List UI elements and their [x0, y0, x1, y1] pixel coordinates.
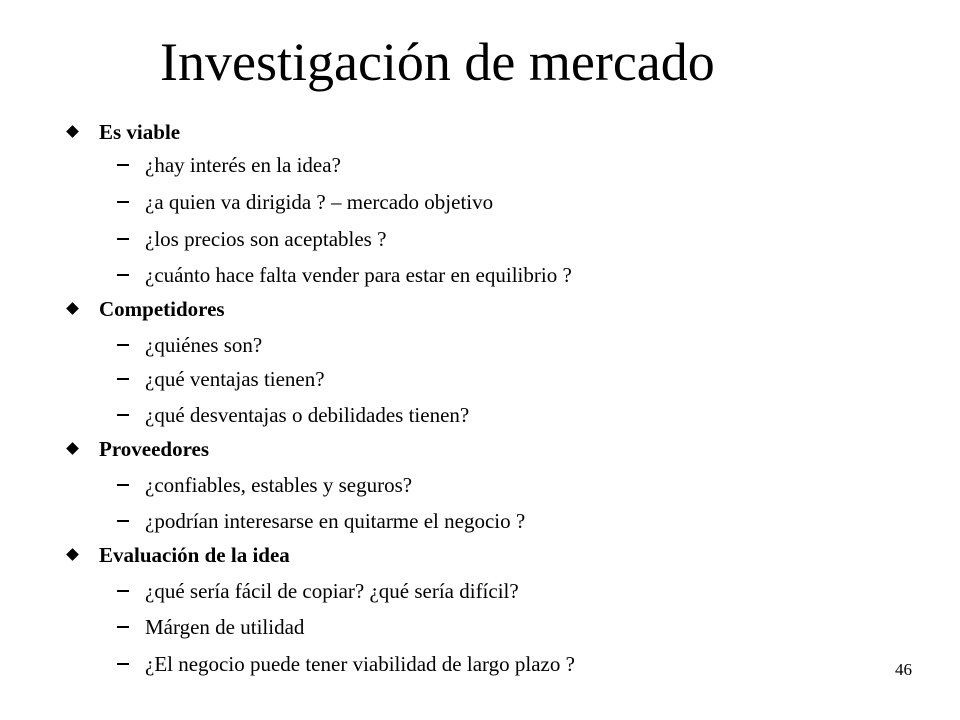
sub-item-text: ¿qué desventajas o debilidades tienen? — [145, 403, 470, 427]
bullet-heading: Competidores — [99, 297, 225, 321]
sub-item-text: ¿a quien va dirigida ? – mercado objetivo — [145, 190, 494, 214]
diamond-bullet-icon — [66, 442, 79, 455]
diamond-bullet-icon — [66, 125, 79, 138]
sub-item — [117, 578, 519, 604]
bullet-heading: Es viable — [99, 120, 181, 144]
dash-bullet-icon — [117, 484, 129, 486]
sub-item-text: ¿podrían interesarse en quitarme el negocio ? — [145, 509, 526, 533]
bullet-heading: Evaluación de la idea — [99, 543, 290, 567]
slide-title: Investigación de mercado — [160, 32, 715, 92]
dash-bullet-icon — [117, 520, 129, 522]
dash-bullet-icon — [117, 378, 129, 380]
bullet-item — [66, 296, 225, 322]
sub-item — [117, 262, 572, 288]
bullet-item — [66, 119, 180, 145]
sub-item-text: ¿cuánto hace falta vender para estar en equilibrio ? — [145, 263, 572, 287]
sub-item-text: ¿confiables, estables y seguros? — [145, 473, 413, 497]
sub-item — [117, 508, 525, 534]
dash-bullet-icon — [117, 590, 129, 592]
diamond-bullet-icon — [66, 302, 79, 315]
sub-item — [117, 189, 493, 215]
sub-item-text: ¿qué sería fácil de copiar? ¿qué sería difícil? — [145, 579, 519, 603]
sub-item-text: ¿hay interés en la idea? — [145, 153, 341, 177]
dash-bullet-icon — [117, 663, 129, 665]
sub-item — [117, 332, 262, 358]
sub-item — [117, 651, 575, 677]
sub-item-text: ¿El negocio puede tener viabilidad de largo plazo ? — [145, 652, 575, 676]
bullet-item — [66, 436, 209, 462]
sub-item — [117, 614, 304, 640]
dash-bullet-icon — [117, 201, 129, 203]
bullet-item — [66, 542, 290, 568]
bullet-heading: Proveedores — [99, 437, 210, 461]
dash-bullet-icon — [117, 626, 129, 628]
dash-bullet-icon — [117, 344, 129, 346]
dash-bullet-icon — [117, 164, 129, 166]
sub-item-text: ¿los precios son aceptables ? — [145, 227, 387, 251]
sub-item — [117, 152, 341, 178]
dash-bullet-icon — [117, 238, 129, 240]
sub-item — [117, 472, 412, 498]
dash-bullet-icon — [117, 274, 129, 276]
sub-item-text: ¿quiénes son? — [145, 333, 263, 357]
dash-bullet-icon — [117, 414, 129, 416]
sub-item — [117, 226, 386, 252]
sub-item-text: ¿qué ventajas tienen? — [145, 367, 325, 391]
sub-item-text: Márgen de utilidad — [145, 615, 305, 639]
diamond-bullet-icon — [66, 548, 79, 561]
sub-item — [117, 402, 469, 428]
sub-item — [117, 366, 325, 392]
page-number: 46 — [895, 660, 912, 679]
